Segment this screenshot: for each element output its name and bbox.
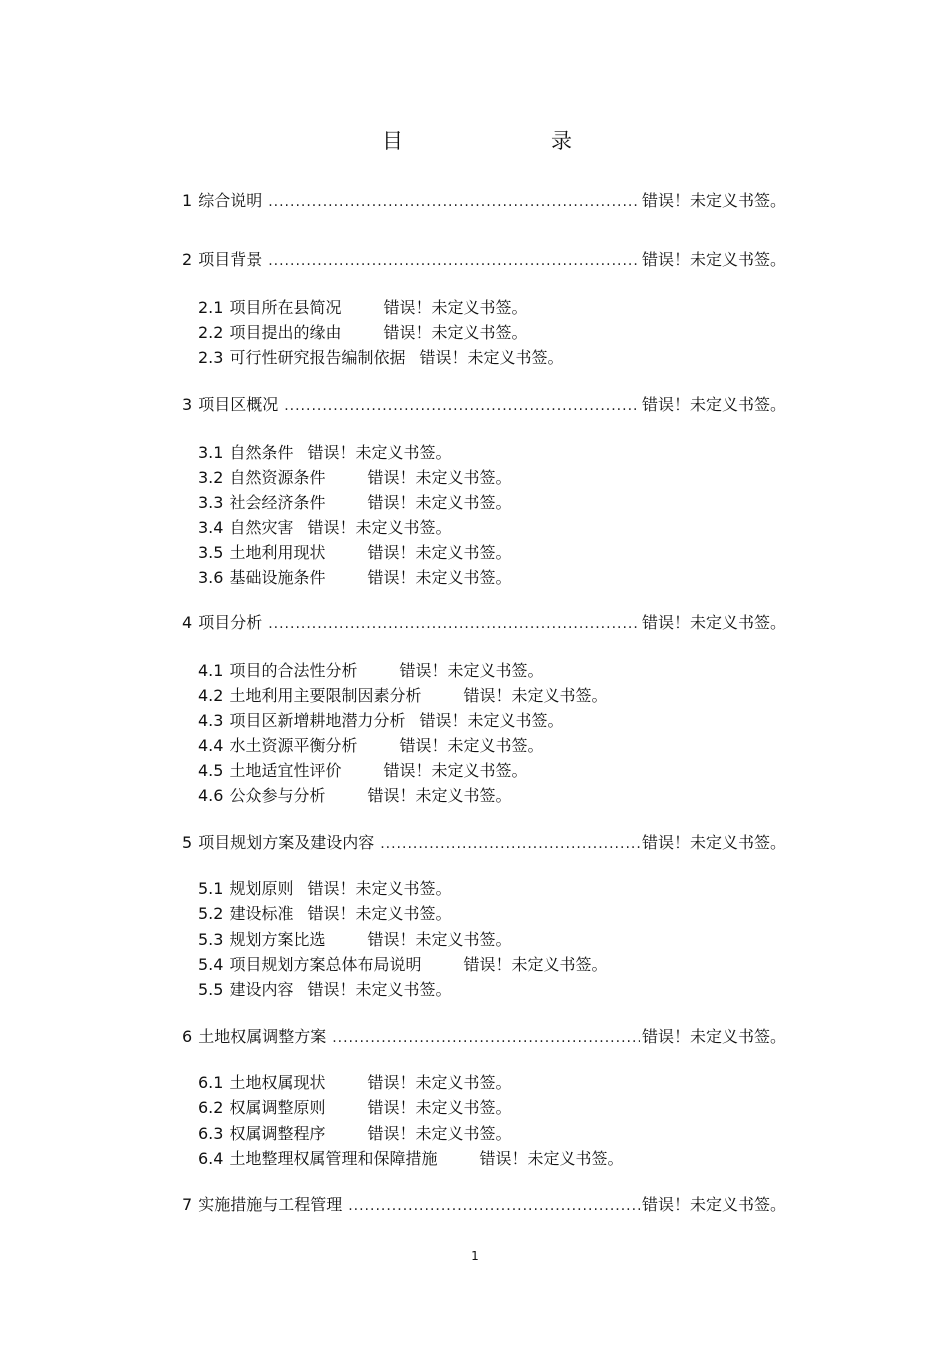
toc-subentry-label: 项目的合法性分析 — [229, 661, 358, 680]
toc-subentry-label: 土地整理权属管理和保障措施 — [229, 1149, 438, 1168]
toc-subentry-number: 3.5 — [198, 543, 224, 562]
toc-entry-3[interactable] — [182, 393, 786, 418]
toc-subentry-page-ref: 错误！未定义书签。 — [479, 1149, 624, 1168]
toc-subentry-page-ref: 错误！未定义书签。 — [367, 1098, 512, 1117]
toc-entry-label: 综合说明 — [198, 191, 263, 210]
toc-subentry-label: 公众参与分析 — [229, 786, 326, 805]
toc-entry-label: 项目规划方案及建设内容 — [198, 833, 375, 852]
toc-entry-number: 1 — [182, 191, 193, 210]
toc-subentry-page-ref: 错误！未定义书签。 — [383, 298, 528, 317]
toc-subentry-label: 社会经济条件 — [229, 493, 326, 512]
toc-subentry-3.5[interactable] — [198, 541, 511, 565]
dot-leader — [268, 612, 640, 636]
toc-subentry-page-ref: 错误！未定义书签。 — [367, 493, 512, 512]
toc-subentry-label: 规划方案比选 — [229, 930, 326, 949]
toc-subentry-5.4[interactable] — [198, 953, 607, 977]
dot-leader — [284, 394, 640, 418]
toc-subentry-label: 自然灾害 — [229, 518, 294, 537]
toc-subentry-number: 3.4 — [198, 518, 224, 537]
toc-subentry-page-ref: 错误！未定义书签。 — [367, 568, 512, 587]
dot-leader — [348, 1194, 640, 1218]
toc-subentry-3.3[interactable] — [198, 491, 511, 515]
toc-subentry-number: 3.1 — [198, 443, 224, 462]
toc-entry-number: 4 — [182, 613, 193, 632]
toc-subentry-label: 土地权属现状 — [229, 1073, 326, 1092]
toc-subentry-number: 3.6 — [198, 568, 224, 587]
toc-subentry-number: 2.1 — [198, 298, 224, 317]
toc-subentry-number: 4.1 — [198, 661, 224, 680]
toc-subentry-page-ref: 错误！未定义书签。 — [383, 761, 528, 780]
toc-subentry-number: 3.2 — [198, 468, 224, 487]
toc-entry-number: 3 — [182, 395, 193, 414]
toc-subentry-5.3[interactable] — [198, 928, 511, 952]
toc-subentry-page-ref: 错误！未定义书签。 — [367, 468, 512, 487]
toc-subentry-3.6[interactable] — [198, 566, 511, 590]
toc-entry-label: 项目分析 — [198, 613, 263, 632]
toc-entry-page-ref: 错误！未定义书签。 — [641, 395, 786, 414]
toc-subentry-6.3[interactable] — [198, 1122, 511, 1146]
toc-subentry-label: 土地利用主要限制因素分析 — [229, 686, 422, 705]
toc-subentry-3.2[interactable] — [198, 466, 511, 490]
toc-subentry-label: 自然资源条件 — [229, 468, 326, 487]
toc-entry-7[interactable] — [182, 1193, 786, 1218]
toc-subentry-6.4[interactable] — [198, 1147, 623, 1171]
toc-subentry-6.1[interactable] — [198, 1071, 511, 1095]
toc-subentry-page-ref: 错误！未定义书签。 — [399, 736, 544, 755]
toc-subentry-number: 3.3 — [198, 493, 224, 512]
dot-leader — [332, 1026, 640, 1050]
toc-subentry-page-ref: 错误！未定义书签。 — [419, 711, 564, 730]
toc-entry-label: 项目区概况 — [198, 395, 279, 414]
toc-subentry-number: 4.6 — [198, 786, 224, 805]
toc-subentry-5.2[interactable] — [198, 902, 451, 926]
toc-subentry-label: 项目规划方案总体布局说明 — [229, 955, 422, 974]
toc-subentry-number: 4.3 — [198, 711, 224, 730]
toc-subentry-4.1[interactable] — [198, 659, 543, 683]
toc-subentry-number: 4.5 — [198, 761, 224, 780]
toc-subentry-number: 6.1 — [198, 1073, 224, 1092]
toc-subentry-label: 自然条件 — [229, 443, 294, 462]
toc-entry-1[interactable] — [182, 189, 786, 214]
toc-subentry-page-ref: 错误！未定义书签。 — [367, 930, 512, 949]
toc-subentry-number: 5.3 — [198, 930, 224, 949]
toc-subentry-4.4[interactable] — [198, 734, 543, 758]
toc-subentry-number: 5.1 — [198, 879, 224, 898]
toc-entry-6[interactable] — [182, 1025, 786, 1050]
toc-subentry-4.2[interactable] — [198, 684, 607, 708]
toc-subentry-page-ref: 错误！未定义书签。 — [367, 543, 512, 562]
toc-entry-2[interactable] — [182, 248, 786, 273]
toc-entry-number: 7 — [182, 1195, 193, 1214]
toc-subentry-6.2[interactable] — [198, 1096, 511, 1120]
toc-subentry-number: 6.3 — [198, 1124, 224, 1143]
toc-subentry-5.1[interactable] — [198, 877, 451, 901]
toc-entry-number: 5 — [182, 833, 193, 852]
toc-subentry-number: 5.5 — [198, 980, 224, 999]
toc-subentry-3.1[interactable] — [198, 441, 451, 465]
toc-subentry-label: 土地适宜性评价 — [229, 761, 342, 780]
toc-entry-page-ref: 错误！未定义书签。 — [641, 1195, 786, 1214]
toc-subentry-4.5[interactable] — [198, 759, 527, 783]
toc-subentry-label: 土地利用现状 — [229, 543, 326, 562]
toc-entry-4[interactable] — [182, 611, 786, 636]
toc-subentry-page-ref: 错误！未定义书签。 — [463, 686, 608, 705]
toc-title — [382, 124, 572, 158]
toc-subentry-label: 建设标准 — [229, 904, 294, 923]
toc-subentry-label: 基础设施条件 — [229, 568, 326, 587]
toc-subentry-page-ref: 错误！未定义书签。 — [383, 323, 528, 342]
toc-subentry-label: 可行性研究报告编制依据 — [229, 348, 406, 367]
toc-subentry-label: 权属调整程序 — [229, 1124, 326, 1143]
toc-entry-number: 6 — [182, 1027, 193, 1046]
toc-subentry-number: 2.2 — [198, 323, 224, 342]
dot-leader — [380, 832, 640, 856]
toc-entry-number: 2 — [182, 250, 193, 269]
toc-subentry-2.2[interactable] — [198, 321, 527, 345]
toc-subentry-number: 6.2 — [198, 1098, 224, 1117]
toc-subentry-label: 项目提出的缘由 — [229, 323, 342, 342]
toc-subentry-page-ref: 错误！未定义书签。 — [419, 348, 564, 367]
toc-subentry-page-ref: 错误！未定义书签。 — [307, 443, 452, 462]
toc-subentry-label: 建设内容 — [229, 980, 294, 999]
toc-subentry-2.3[interactable] — [198, 346, 563, 370]
toc-entry-page-ref: 错误！未定义书签。 — [641, 250, 786, 269]
toc-subentry-label: 项目区新增耕地潜力分析 — [229, 711, 406, 730]
toc-entry-label: 项目背景 — [198, 250, 263, 269]
toc-subentry-page-ref: 错误！未定义书签。 — [399, 661, 544, 680]
toc-subentry-number: 5.4 — [198, 955, 224, 974]
toc-subentry-2.1[interactable] — [198, 296, 527, 320]
toc-subentry-3.4[interactable] — [198, 516, 451, 540]
toc-subentry-label: 水土资源平衡分析 — [229, 736, 358, 755]
toc-subentry-page-ref: 错误！未定义书签。 — [367, 1124, 512, 1143]
toc-subentry-page-ref: 错误！未定义书签。 — [307, 980, 452, 999]
toc-entry-page-ref: 错误！未定义书签。 — [641, 613, 786, 632]
toc-entry-page-ref: 错误！未定义书签。 — [641, 191, 786, 210]
toc-entry-label: 实施措施与工程管理 — [198, 1195, 343, 1214]
toc-title-left: 目 — [382, 129, 403, 153]
toc-subentry-number: 2.3 — [198, 348, 224, 367]
toc-subentry-number: 5.2 — [198, 904, 224, 923]
toc-subentry-number: 4.2 — [198, 686, 224, 705]
toc-subentry-number: 6.4 — [198, 1149, 224, 1168]
toc-subentry-4.3[interactable] — [198, 709, 563, 733]
toc-subentry-5.5[interactable] — [198, 978, 451, 1002]
toc-subentry-4.6[interactable] — [198, 784, 511, 808]
dot-leader — [268, 249, 640, 273]
toc-subentry-page-ref: 错误！未定义书签。 — [463, 955, 608, 974]
toc-entry-label: 土地权属调整方案 — [198, 1027, 327, 1046]
toc-subentry-label: 权属调整原则 — [229, 1098, 326, 1117]
toc-subentry-page-ref: 错误！未定义书签。 — [367, 1073, 512, 1092]
toc-entry-page-ref: 错误！未定义书签。 — [641, 1027, 786, 1046]
page-number: 1 — [471, 1249, 479, 1263]
toc-entry-page-ref: 错误！未定义书签。 — [641, 833, 786, 852]
toc-subentry-page-ref: 错误！未定义书签。 — [307, 518, 452, 537]
toc-subentry-number: 4.4 — [198, 736, 224, 755]
toc-subentry-page-ref: 错误！未定义书签。 — [307, 879, 452, 898]
toc-subentry-label: 项目所在县简况 — [229, 298, 342, 317]
dot-leader — [268, 190, 640, 214]
toc-subentry-page-ref: 错误！未定义书签。 — [367, 786, 512, 805]
toc-title-right: 录 — [551, 129, 572, 153]
toc-subentry-page-ref: 错误！未定义书签。 — [307, 904, 452, 923]
toc-entry-5[interactable] — [182, 831, 786, 856]
toc-subentry-label: 规划原则 — [229, 879, 294, 898]
